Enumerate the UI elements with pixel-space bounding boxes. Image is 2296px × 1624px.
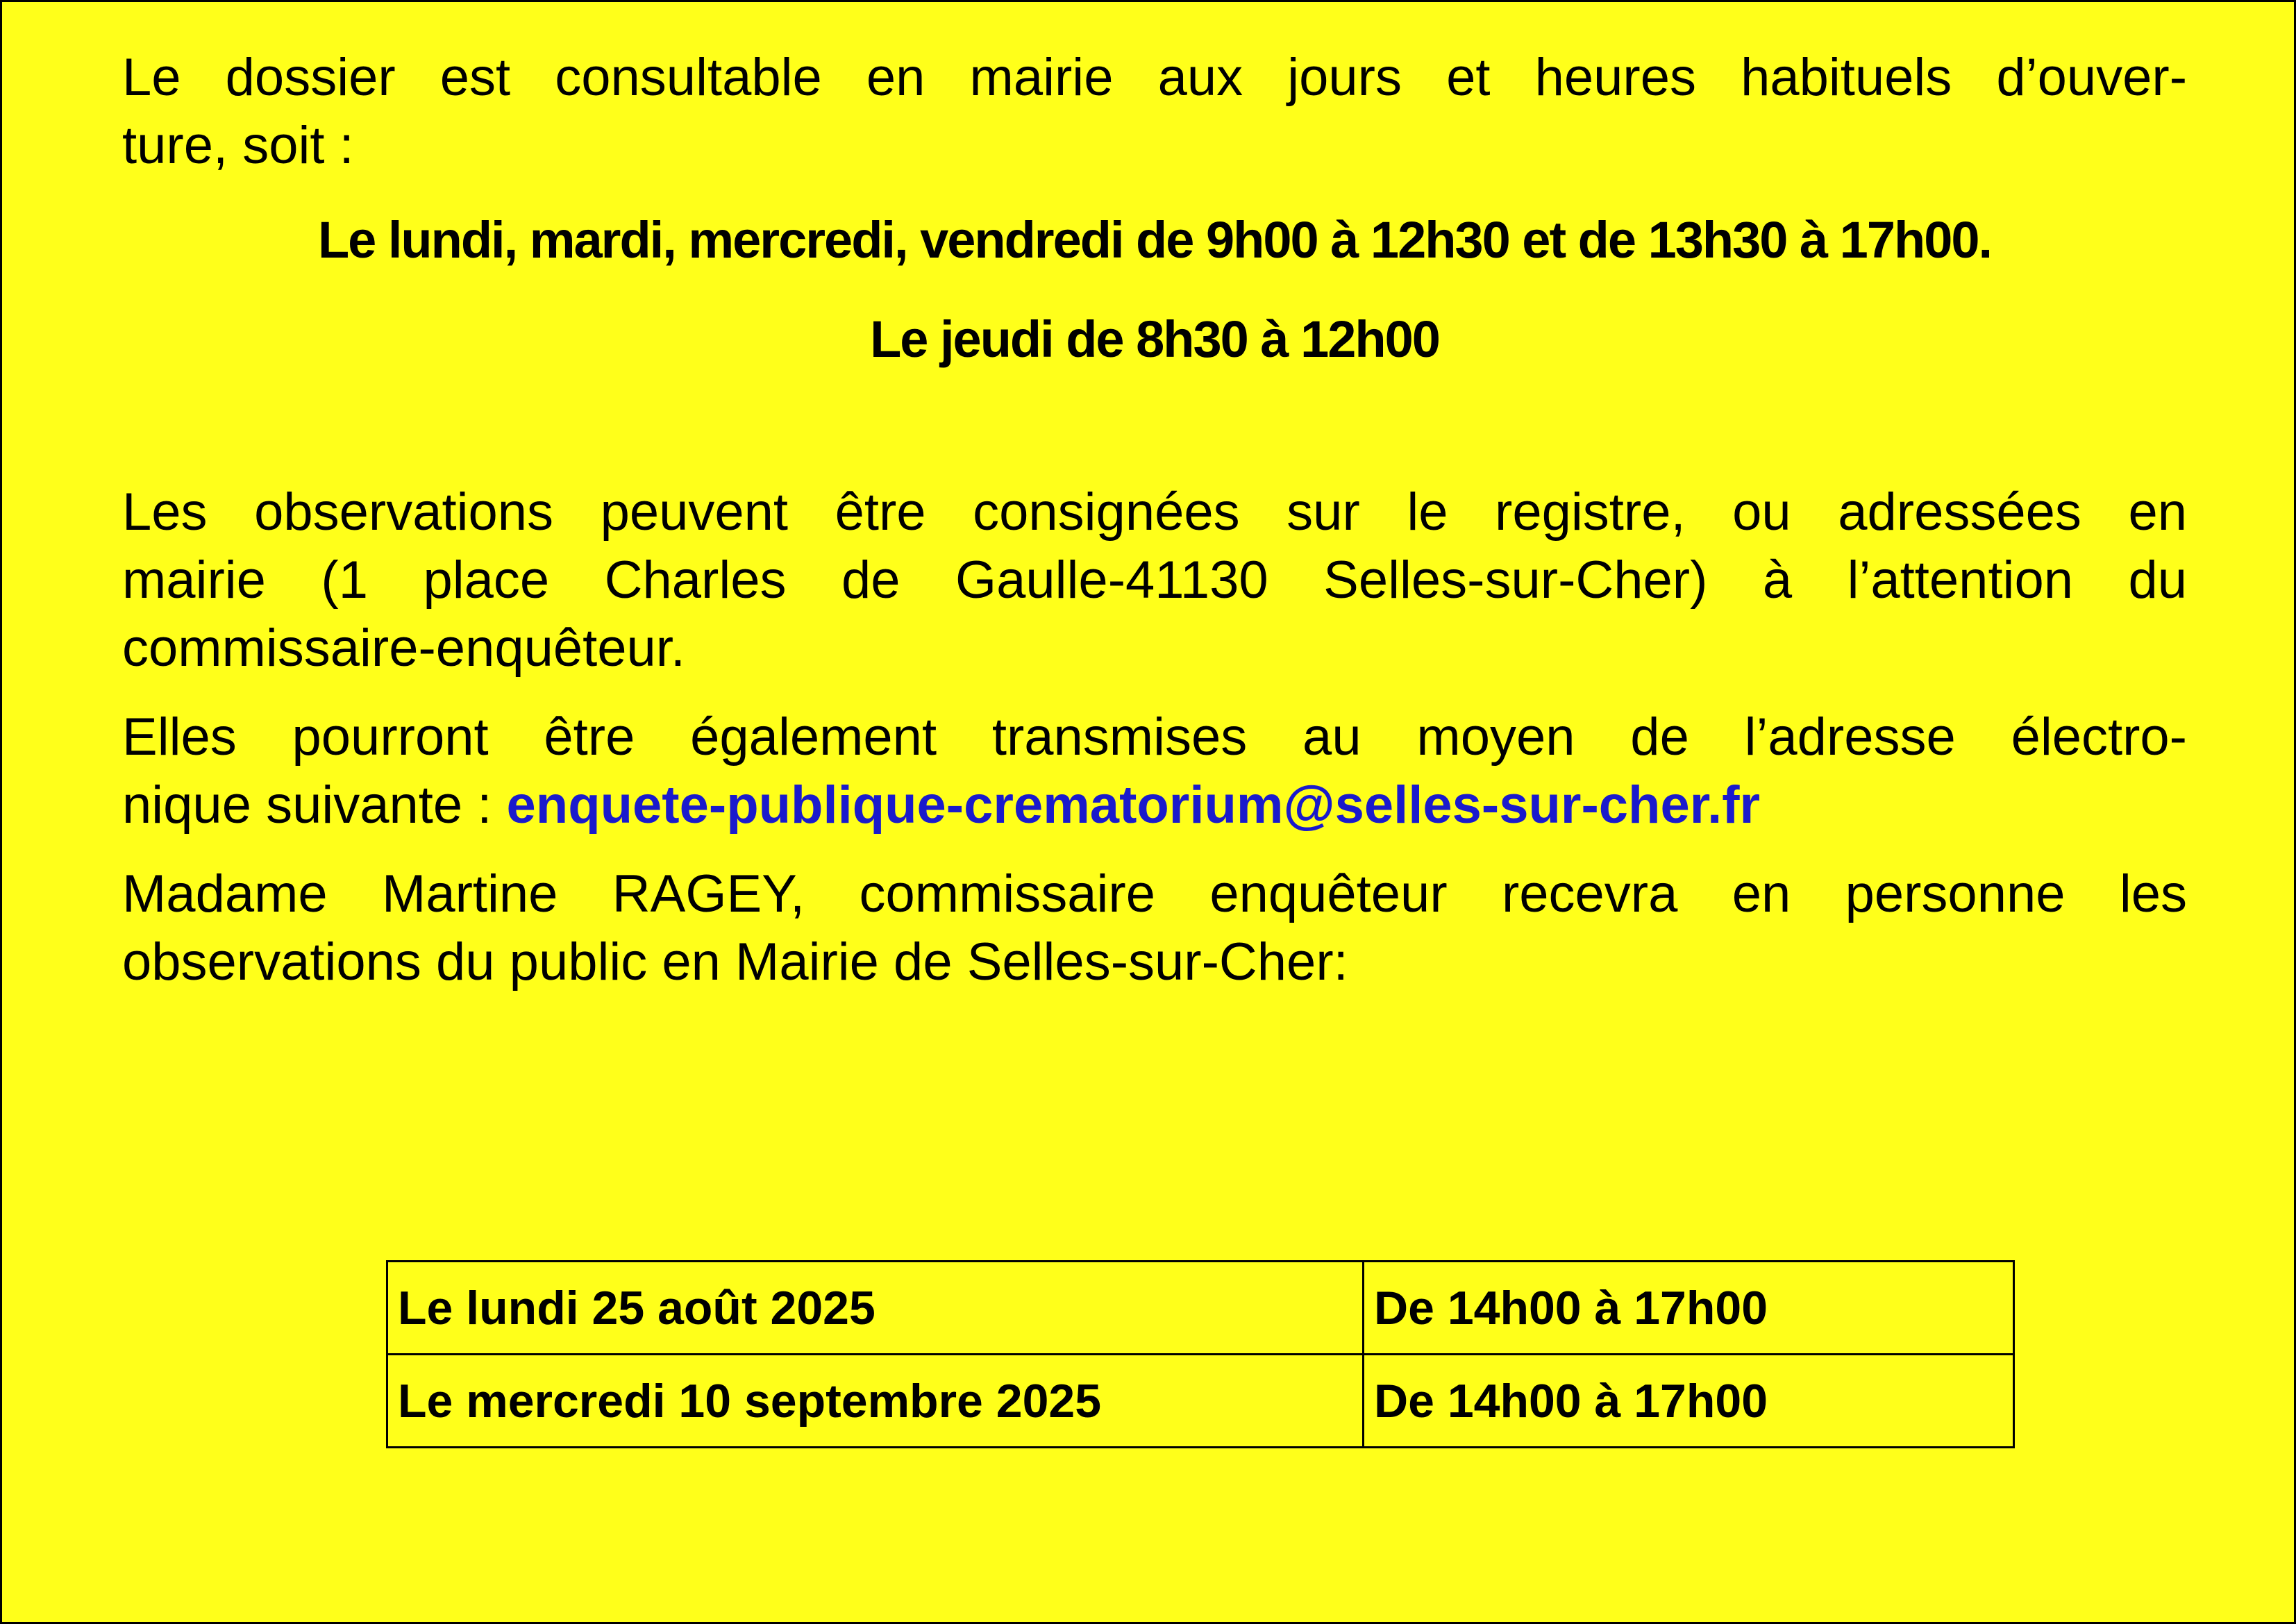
email-line-2	[122, 771, 2187, 839]
intro-line-1: Le dossier est consultable en mairie aux jours et heures habituels d’ouver-	[122, 48, 2187, 107]
observations-line-2: mairie (1 place Charles de Gaulle-41130 Selles-sur-Cher) à l’attention du	[122, 551, 2187, 610]
commissioner-paragraph	[122, 860, 2187, 996]
schedule-date: Le lundi 25 août 2025	[387, 1262, 1364, 1355]
notice-content	[122, 44, 2187, 996]
weekday-hours: Le lundi, mardi, mercredi, vendredi de 9h00 à 12h30 et de 13h30 à 17h00.	[317, 211, 1992, 269]
commissioner-line-1: Madame Martine RAGEY, commissaire enquêteur recevra en personne les	[122, 864, 2187, 923]
schedule-date: Le mercredi 10 septembre 2025	[387, 1355, 1364, 1448]
intro-paragraph	[122, 44, 2187, 180]
table-row	[387, 1262, 2014, 1355]
commissioner-line-2: observations du public en Mairie de Selles-sur-Cher:	[122, 932, 1348, 991]
email-paragraph	[122, 703, 2187, 839]
observations-line-3: commissaire-enquêteur.	[122, 619, 686, 678]
schedule-time: De 14h00 à 17h00	[1364, 1262, 2014, 1355]
table-row	[387, 1355, 2014, 1448]
email-link[interactable]: enquete-publique-crematorium@selles-sur-cher.fr	[506, 776, 1761, 835]
schedule-table	[386, 1260, 2015, 1448]
email-line-1: Elles pourront être également transmises au moyen de l’adresse électro-	[122, 708, 2187, 767]
thursday-hours: Le jeudi de 8h30 à 12h00	[870, 310, 1439, 368]
observations-paragraph	[122, 478, 2187, 683]
schedule-time: De 14h00 à 17h00	[1364, 1355, 2014, 1448]
observations-line-1: Les observations peuvent être consignées sur le registre, ou adressées en	[122, 483, 2187, 542]
intro-line-2: ture, soit :	[122, 116, 354, 175]
email-prefix: nique suivante :	[122, 776, 507, 835]
